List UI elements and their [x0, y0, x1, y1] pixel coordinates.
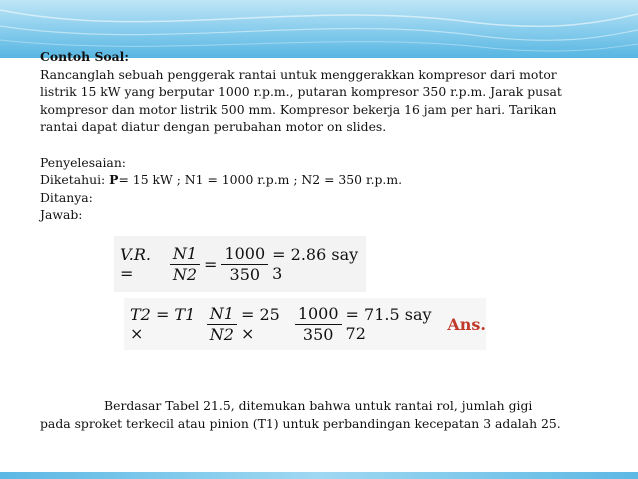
asked-label: Ditanya:	[40, 189, 93, 205]
given-line	[40, 171, 610, 189]
conclusion-paragraph	[40, 397, 561, 433]
problem-line	[40, 83, 610, 101]
power-symbol: P	[109, 172, 119, 188]
solution-label: Penyelesaian:	[40, 154, 126, 170]
eq2-den: 350	[302, 324, 334, 344]
equation-velocity-ratio	[114, 236, 366, 292]
eq1-frac-num: N1	[170, 244, 200, 265]
eq1-num: 1000	[221, 244, 268, 265]
eq1-frac-den: N2	[172, 264, 198, 284]
answer-label: Jawab:	[40, 207, 83, 223]
problem-line: rantai dapat diatur dengan perubahan motor on slides.	[40, 119, 387, 135]
eq2-frac-den: N2	[209, 324, 234, 344]
footer-bar	[0, 472, 638, 479]
eq1-result: = 2.86 say 3	[272, 245, 359, 283]
given-label: Diketahui:	[40, 172, 106, 188]
problem-line-text: listrik 15 kW yang berputar 1000 r.p.m., putaran kompresor 350 r.p.m. Jarak pusat	[40, 84, 562, 100]
conclusion-line: Berdasar Tabel 21.5, ditemukan bahwa untuk rantai rol, jumlah gigi	[104, 398, 533, 413]
slide-content	[40, 48, 610, 224]
eq1-fraction-values	[221, 244, 268, 285]
problem-line: kompresor dan motor listrik 500 mm. Kompresor bekerja 16 jam per hari. Tarikan	[40, 101, 557, 117]
eq2-result: = 71.5 say 72	[345, 305, 432, 343]
eq2-lhs: T2 = T1 ×	[130, 305, 196, 343]
eq2-ans: Ans.	[447, 314, 486, 334]
conclusion-line: pada sproket terkecil atau pinion (T1) untuk perbandingan kecepatan 3 adalah 25.	[40, 416, 561, 431]
eq1-den: 350	[229, 264, 261, 284]
eq1-fraction-n	[170, 244, 200, 285]
equation-teeth	[124, 298, 486, 350]
eq2-num: 1000	[295, 304, 342, 325]
eq2-frac-num: N1	[207, 304, 237, 325]
problem-line: Rancanglah sebuah penggerak rantai untuk menggerakkan kompresor dari motor	[40, 66, 557, 82]
eq2-fraction-n	[207, 304, 237, 345]
eq1-equals: =	[204, 254, 218, 274]
given-values: = 15 kW ; N1 = 1000 r.p.m ; N2 = 350 r.p.m.	[118, 172, 403, 188]
eq1-lhs: V.R. =	[120, 245, 151, 283]
eq2-fraction-values	[295, 304, 342, 345]
eq2-mid: = 25 ×	[240, 305, 280, 343]
slide-title: Contoh Soal:	[40, 49, 129, 64]
